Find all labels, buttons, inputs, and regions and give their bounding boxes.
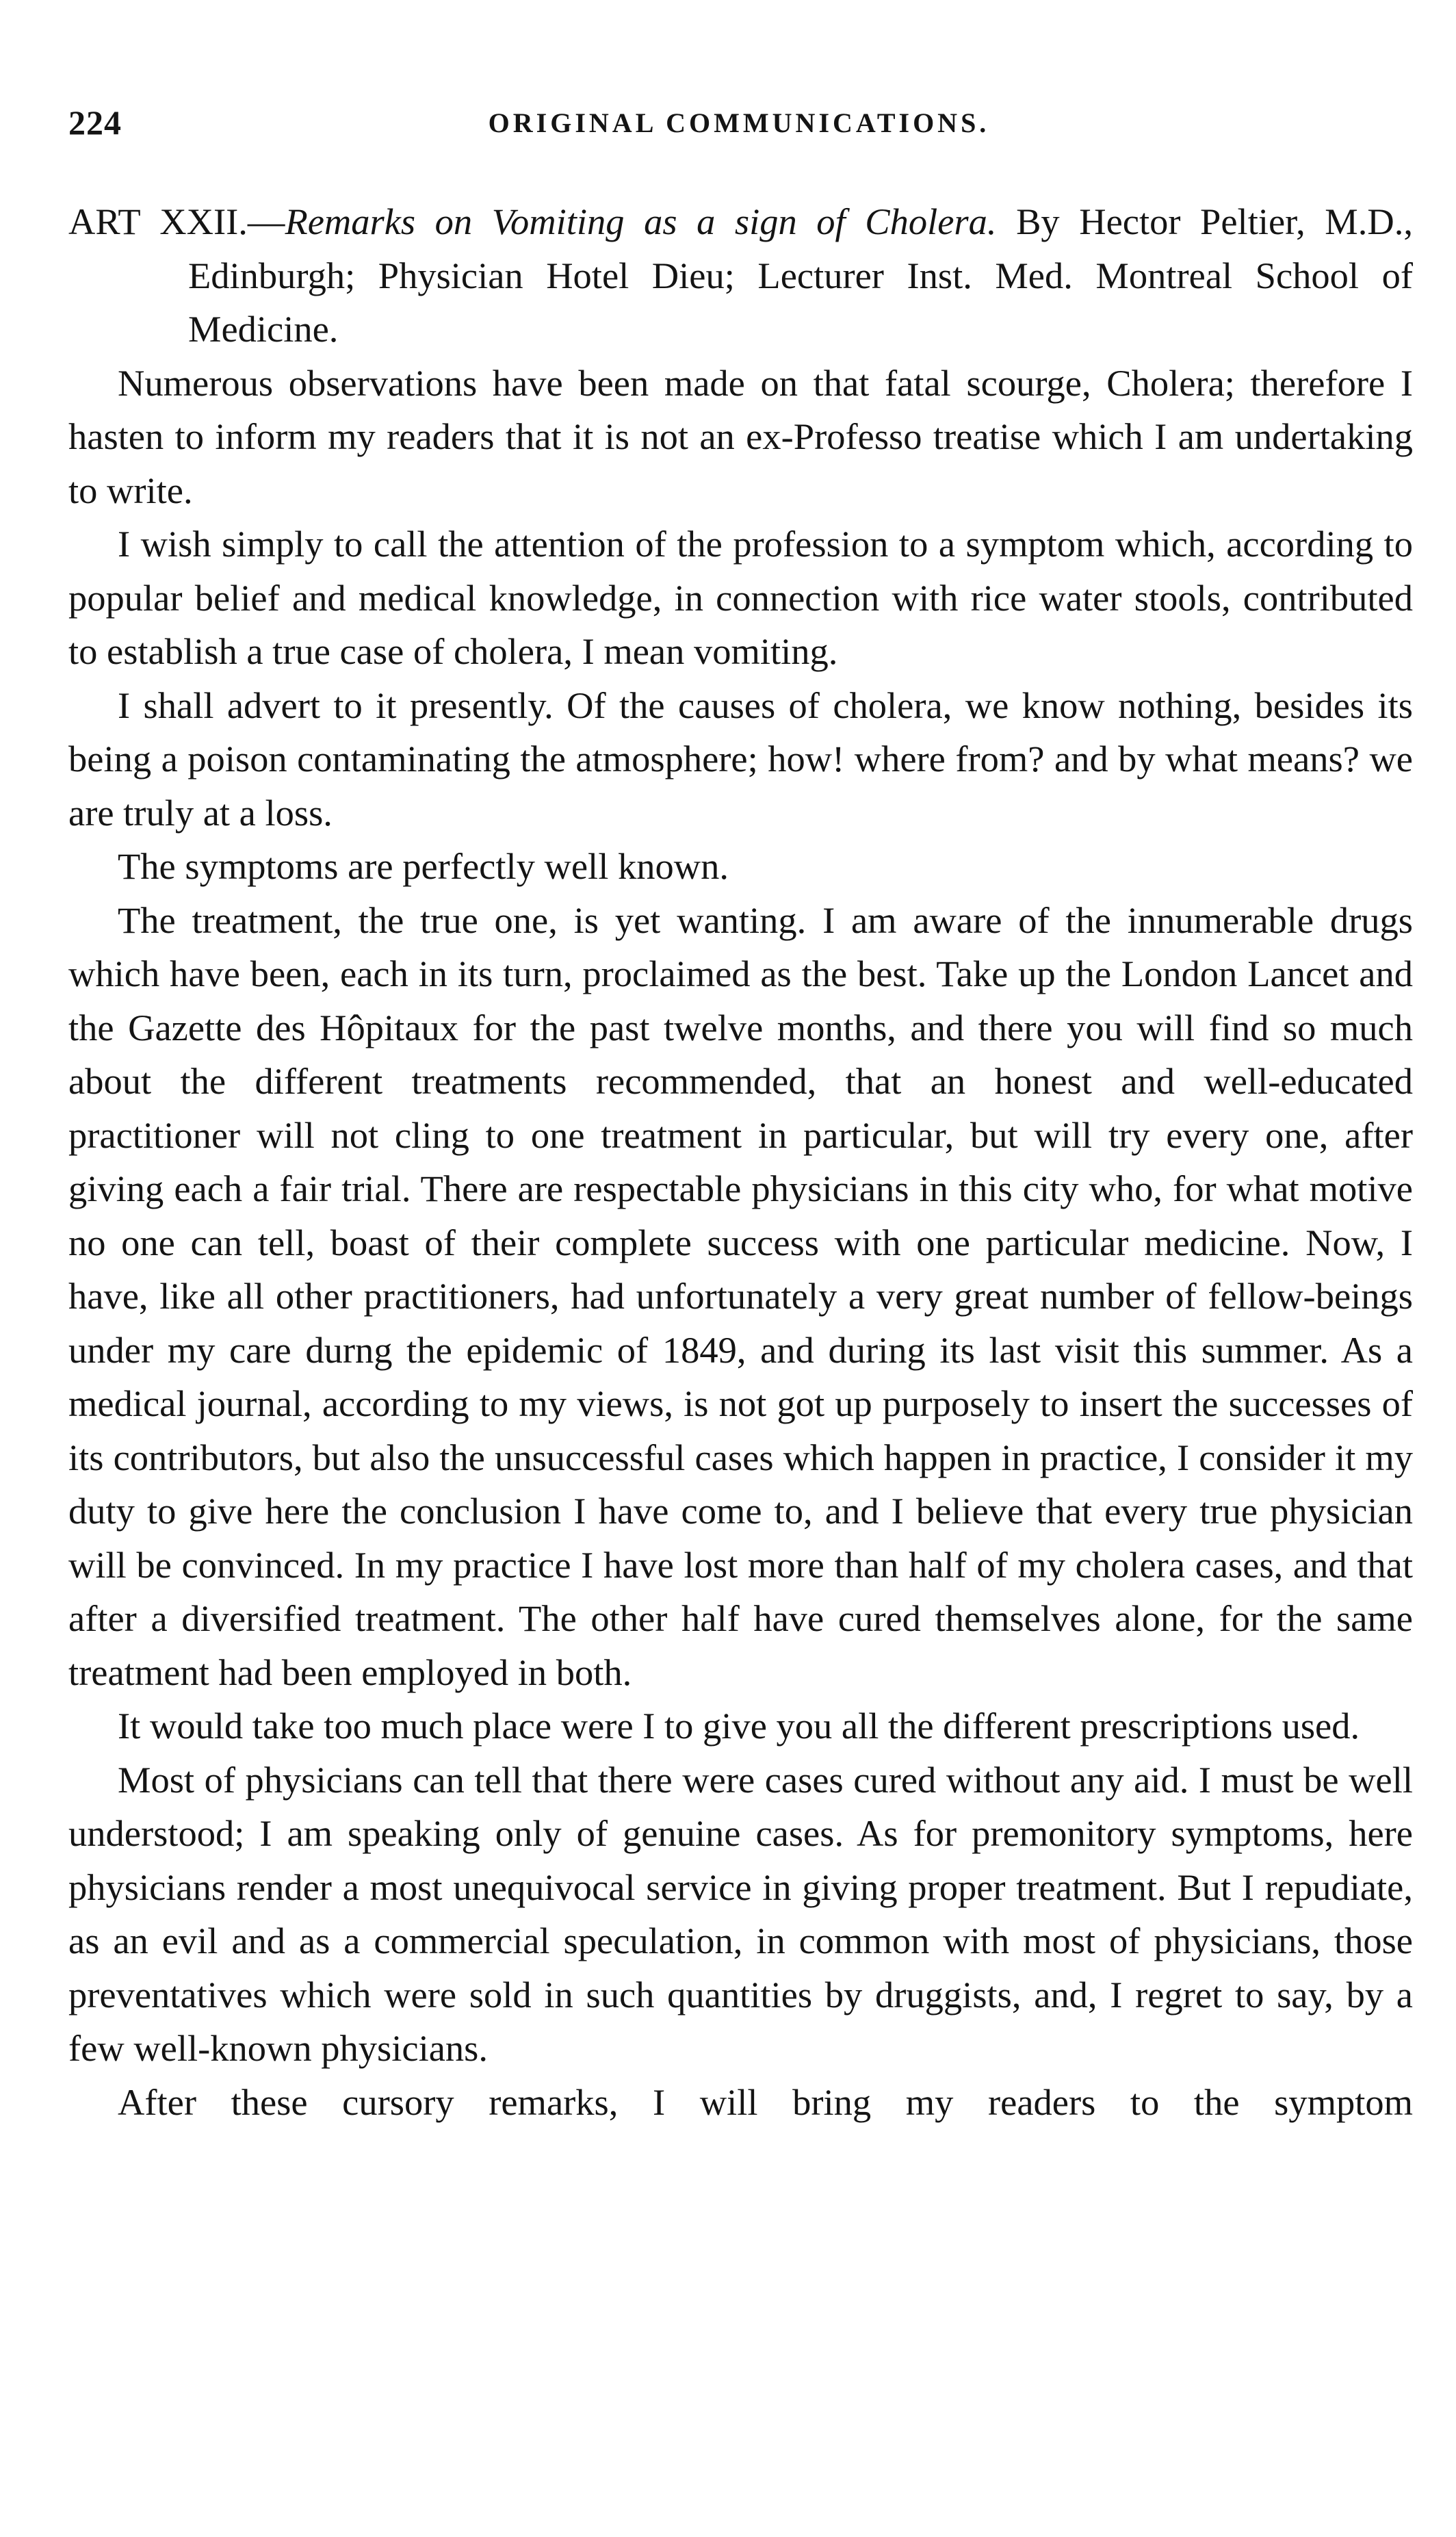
paragraph: The treatment, the true one, is yet wanting. I am aware of the innumerable drugs which have been, each in its turn, proclaimed as the best. Take up the London Lancet and the Gazette des Hôpitaux for the past twelve months, and there you will find so much about the different treatments recommended, that an honest and well-educated practitioner will not cling to one treatment in particular, but will try every one, after giving each a fair trial. There are respectable physicians in this city who, for what motive no one can tell, boast of their complete success with one particular medicine. Now, I have, like all other practitioners, had unfortunately a very great number of fellow-beings under my care durng the epidemic of 1849, and during its last visit this summer. As a medical journal, according to my views, is not got up purposely to insert the successes of its contributors, but also the unsuccessful cases which happen in practice, I consider it my duty to give here the conclusion I have come to, and I believe that every true physician will be convinced. In my practice I have lost more than half of my cholera cases, and that after a diversified treatment. The other half have cured themselves alone, for the same treatment had been employed in both. <box>68 899 1413 1693</box>
article-byline: By Hector Peltier, M.D., Edinburgh; Physician Hotel Dieu; Lecturer Inst. Med. Montreal School of Medicine. <box>188 201 1414 350</box>
article-heading <box>68 195 1413 357</box>
running-head <box>68 103 1409 151</box>
paragraph: I shall advert to it presently. Of the causes of cholera, we know nothing, besides its being a poison contaminating the atmosphere; how! where from? and by what means? we are truly at a loss. <box>68 684 1413 834</box>
article-title: Remarks on Vomiting as a sign of Cholera. <box>285 201 997 242</box>
paragraph: Most of physicians can tell that there were cases cured without any aid. I must be well understood; I am speaking only of genuine cases. As for premonitory symptoms, here physicians render a most unequivocal service in giving proper treatment. But I repudiate, as an evil and as a commercial speculation, in common with most of physicians, those preventatives which were sold in such quantities by druggists, and, I regret to say, by a few well-known physicians. <box>68 1758 1413 2069</box>
article-label: ART XXII.— <box>68 201 285 242</box>
paragraph: After these cursory remarks, I will bring my readers to the symptom <box>118 2081 1413 2123</box>
paragraph: The symptoms are perfectly well known. <box>118 845 729 887</box>
paragraph: It would take too much place were I to give you all the different prescriptions used. <box>118 1705 1360 1747</box>
paragraph: Numerous observations have been made on that fatal scourge, Cholera; therefore I hasten to inform my readers that it is not an ex-Professo treatise which I am undertaking to write. <box>68 361 1413 511</box>
article-body <box>68 195 1413 2129</box>
page-number: 224 <box>68 103 122 142</box>
paragraph: I wish simply to call the attention of the profession to a symptom which, according to popular belief and medical knowledge, in connection with rice water stools, contributed to establish a true case of cholera, I mean vomiting. <box>68 523 1413 672</box>
running-title: ORIGINAL COMMUNICATIONS. <box>488 107 990 138</box>
